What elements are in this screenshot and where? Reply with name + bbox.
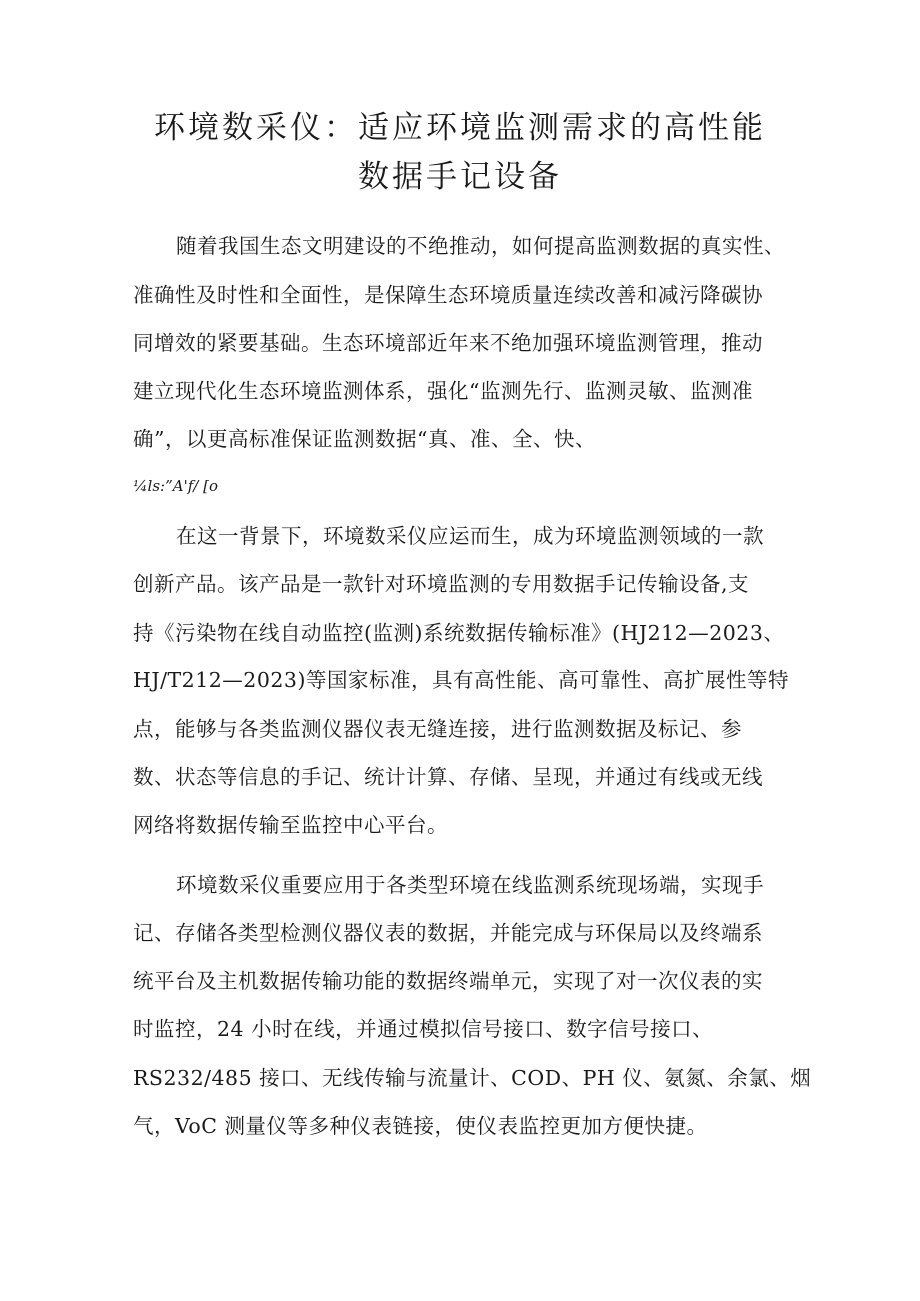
paragraph-line: 随着我国生态文明建设的不绝推动，如何提高监测数据的真实性、 <box>176 234 785 258</box>
paragraph-line: 建立现代化生态环境监测体系，强化“监测先行、监测灵敏、监测准 <box>133 379 753 403</box>
paragraph-line: 网络将数据传输至监控中心平台。 <box>133 813 448 837</box>
paragraph-line: 创新产品。该产品是一款针对环境监测的专用数据手记传输设备,支 <box>133 572 750 596</box>
paragraph-line: 同增效的紧要基础。生态环境部近年来不绝加强环境监测管理，推动 <box>133 331 763 355</box>
paragraph-line: 气，VoC 测量仪等多种仪表链接，使仪表监控更加方便快捷。 <box>133 1114 708 1138</box>
garbled-text-line: ¼ls:”A'f/ [o <box>133 477 218 495</box>
paragraph-line: 环境数采仪重要应用于各类型环境在线监测系统现场端，实现手 <box>176 873 764 897</box>
paragraph-line: HJ/T212—2023)等国家标准，具有高性能、高可靠性、高扩展性等特 <box>133 668 789 692</box>
paragraph-line: 在这一背景下，环境数采仪应运而生，成为环境监测领域的一款 <box>176 524 764 548</box>
paragraph-line: 记、存储各类型检测仪器仪表的数据，并能完成与环保局以及终端系 <box>133 921 763 945</box>
paragraph-line: 持《污染物在线自动监控(监测)系统数据传输标准》(HJ212—2023、 <box>133 621 785 645</box>
document-title-line-2: 数据手记设备 <box>358 159 562 195</box>
paragraph-line: 准确性及时性和全面性，是保障生态环境质量连续改善和减污降碳协 <box>133 283 763 307</box>
paragraph-line: 时监控，24 小时在线，并通过模拟信号接口、数字信号接口、 <box>133 1017 714 1041</box>
paragraph-line: RS232/485 接口、无线传输与流量计、COD、PH 仪、氨氮、余氯、烟 <box>133 1066 812 1090</box>
paragraph-line: 确”，以更高标准保证监测数据“真、准、全、快、 <box>133 427 596 451</box>
document-title-line-1: 环境数采仪：适应环境监测需求的高性能 <box>154 110 766 146</box>
paragraph-line: 数、状态等信息的手记、统计计算、存储、呈现，并通过有线或无线 <box>133 765 763 789</box>
paragraph-line: 统平台及主机数据传输功能的数据终端单元，实现了对一次仪表的实 <box>133 969 763 993</box>
paragraph-line: 点，能够与各类监测仪器仪表无缝连接，进行监测数据及标记、参 <box>133 717 742 741</box>
